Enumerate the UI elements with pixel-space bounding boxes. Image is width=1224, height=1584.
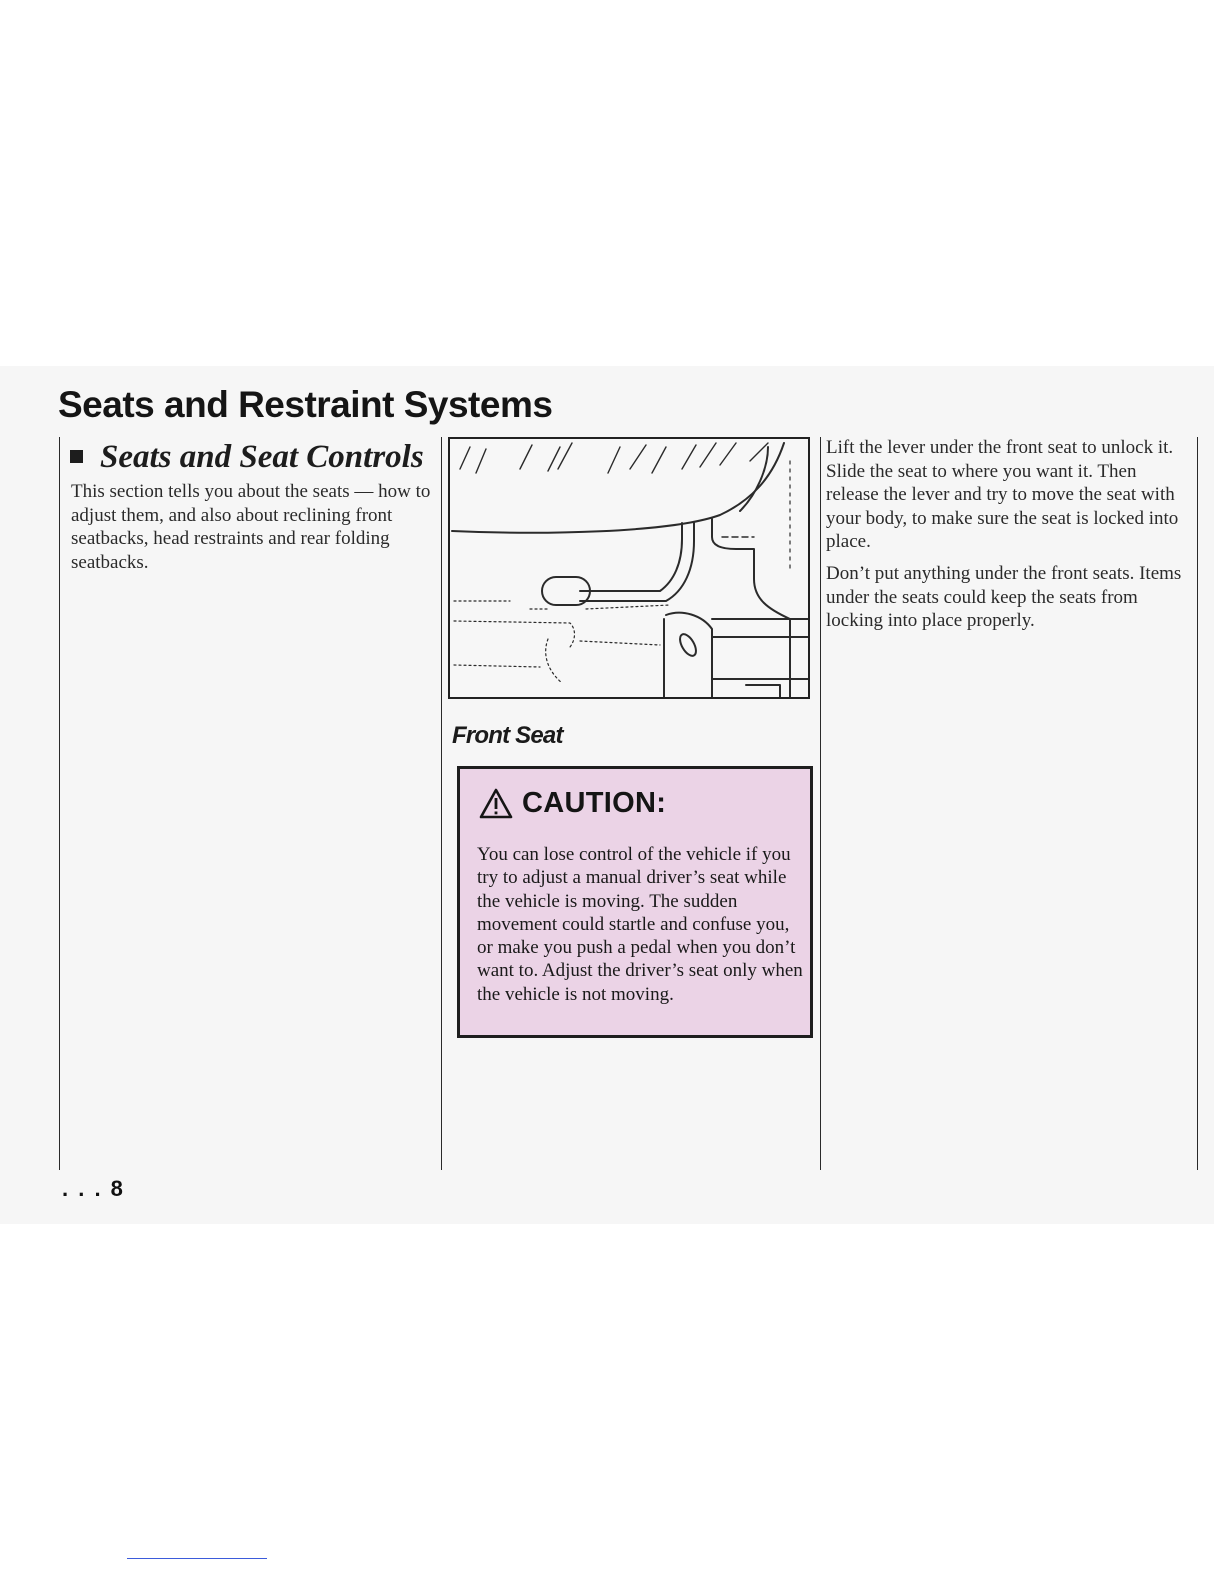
caution-header [478,787,666,820]
caution-box [457,766,813,1038]
section-heading [70,437,424,477]
lever-instructions-paragraph: Lift the lever under the front seat to unlock it. Slide the seat to where you want it. Then release the lever and try to move the seat with your body, to make sure the seat is locked into place. [826,437,1179,553]
intro-paragraph: This section tells you about the seats — how to adjust them, and also about reclining front seatbacks, head restraints and rear folding seatbacks. [71,481,431,573]
column-rule-left [59,437,60,1170]
warning-triangle-icon [478,787,514,820]
page-number: . . . 8 [62,1176,125,1201]
column-rule-middle [441,437,442,1170]
right-text-block [826,436,1192,641]
square-bullet-icon [70,450,83,463]
caution-title: CAUTION: [522,787,667,819]
seat-adjuster-lever-illustration [450,439,808,697]
intro-text-block [71,480,431,582]
section-heading-text: Seats and Seat Controls [100,439,424,475]
page-title: Seats and Restraint Systems [58,384,553,425]
under-seat-warning-paragraph: Don’t put anything under the front seats. Items under the seats could keep the seats from locking into place properly. [826,562,1182,632]
column-rule-right [1197,437,1198,1170]
column-rule-center-right [820,437,821,1170]
figure-caption: Front Seat [452,722,563,749]
caution-text: You can lose control of the vehicle if you try to adjust a manual driver’s seat while the vehicle is moving. The sudden movement could startle and confuse you, or make you push a pedal when you don’t want to. Adjust the driver’s seat only when the vehicle is not moving. [477,844,803,1005]
front-seat-illustration [448,437,810,699]
footer-rule [127,1558,267,1559]
